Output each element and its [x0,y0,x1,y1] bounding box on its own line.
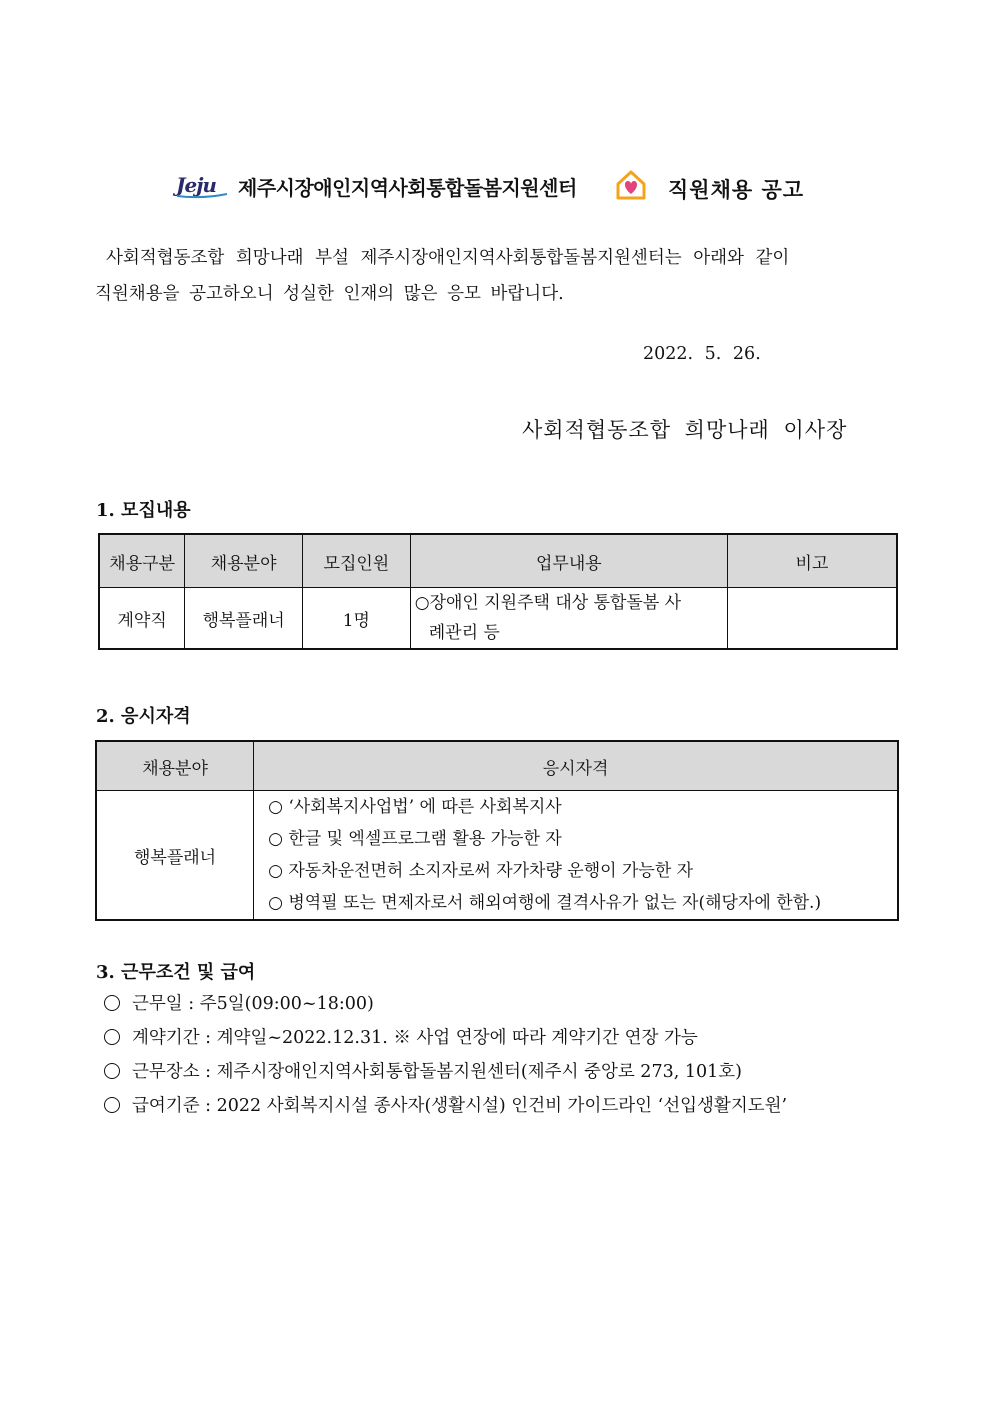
logo-swoosh-icon [176,193,228,199]
logo-text: Jeju [176,173,216,197]
circle-bullet-icon [104,1097,120,1113]
condition-text: 급여기준 : 2022 사회복지시설 종사자(생활시설) 인건비 가이드라인 ‘선입생활지도원’ [132,1096,788,1116]
header-field: 채용분야 [185,534,303,588]
header-note: 비고 [727,534,897,588]
cell-note [727,588,897,650]
cell-qualifications [254,791,898,921]
qualification-table [95,740,899,921]
intro-line-1: 사회적협동조합 희망나래 부설 제주시장애인지역사회통합돌봄지원센터는 아래와 같이 [106,248,790,268]
condition-item [104,990,374,1015]
qualification-item: ○ 한글 및 엑셀프로그램 활용 가능한 자 [268,829,562,849]
header-duty: 업무내용 [410,534,727,588]
condition-item [104,1024,698,1049]
header-type: 채용구분 [99,534,185,588]
cell-type: 계약직 [99,588,185,650]
duty-line-2: 례관리 등 [428,623,500,643]
condition-text: 근무일 : 주5일(09:00~18:00) [132,994,374,1014]
signer: 사회적협동조합 희망나래 이사장 [522,418,848,442]
circle-bullet-icon [104,995,120,1011]
duty-line-1: ○장애인 지원주택 대상 통합돌봄 사 [414,593,682,613]
condition-item [104,1058,742,1083]
cell-count: 1명 [303,588,411,650]
condition-item [104,1092,787,1117]
cell-duty [410,588,727,650]
table-row [99,588,897,650]
cell-field: 행복플래너 [96,791,254,921]
table-header-row [96,741,898,791]
table-row [96,791,898,921]
notice-date: 2022. 5. 26. [643,344,761,364]
section-2-title: 2. 응시자격 [96,706,191,727]
section-3-title: 3. 근무조건 및 급여 [96,962,256,983]
house-heart-icon [614,168,648,202]
recruitment-table [98,533,898,650]
notice-title: 직원채용 공고 [668,177,805,202]
circle-bullet-icon [104,1063,120,1079]
circle-bullet-icon [104,1029,120,1045]
condition-text: 근무장소 : 제주시장애인지역사회통합돌봄지원센터(제주시 중앙로 273, 101호) [132,1062,742,1082]
header-field: 채용분야 [96,741,254,791]
qualification-item: ○ 자동차운전면허 소지자로써 자가차량 운행이 가능한 자 [268,861,694,881]
table-header-row [99,534,897,588]
qualification-item: ○ ‘사회복지사업법’ 에 따른 사회복지사 [268,797,562,817]
jeju-logo [176,173,232,201]
cell-field: 행복플래너 [185,588,303,650]
header-qualification: 응시자격 [254,741,898,791]
qualification-item: ○ 병역필 또는 면제자로서 해외여행에 결격사유가 없는 자(해당자에 한함.) [268,893,822,913]
condition-text: 계약기간 : 계약일~2022.12.31. ※ 사업 연장에 따라 계약기간 연장 가능 [132,1028,698,1048]
section-1-title: 1. 모집내용 [96,500,191,521]
intro-line-2: 직원채용을 공고하오니 성실한 인재의 많은 응모 바랍니다. [95,284,564,304]
center-name: 제주시장애인지역사회통합돌봄지원센터 [238,176,577,200]
header-count: 모집인원 [303,534,411,588]
